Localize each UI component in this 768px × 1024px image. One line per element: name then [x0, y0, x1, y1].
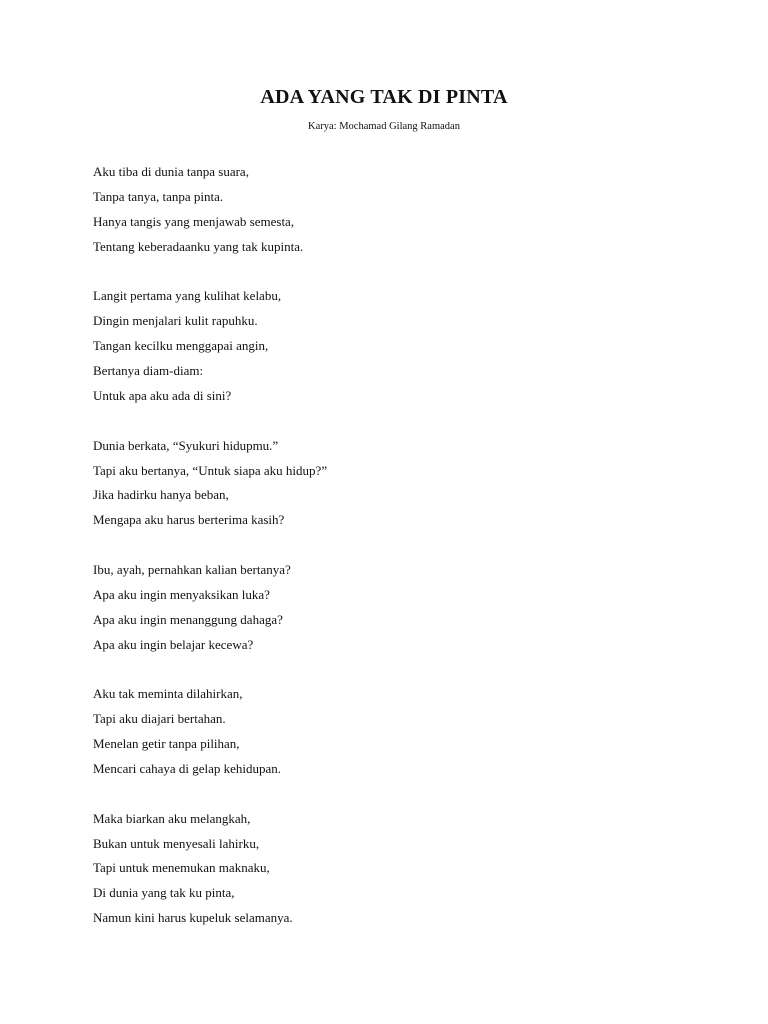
stanza-2 [93, 286, 693, 410]
poem-line: Aku tak meminta dilahirkan, [93, 686, 243, 702]
poem-line: Tentang keberadaanku yang tak kupinta. [93, 238, 304, 254]
document-title: ADA YANG TAK DI PINTA [260, 86, 508, 108]
poem-line: Apa aku ingin belajar kecewa? [93, 636, 254, 652]
poem-line: Aku tiba di dunia tanpa suara, [93, 164, 249, 179]
poem-line: Bertanya diam-diam: [93, 363, 204, 379]
poem-line: Tapi aku diajari bertahan. [93, 711, 226, 727]
poem-line: Dunia berkata, “Syukuri hidupmu.” [93, 437, 279, 453]
stanza-4 [93, 560, 693, 660]
poem-line: Namun kini harus kupeluk selamanya. [93, 910, 293, 926]
poem-line: Langit pertama yang kulihat kelabu, [93, 288, 282, 304]
poem-line: Tanpa tanya, tanpa pinta. [93, 188, 224, 204]
poem-line: Mengapa aku harus berterima kasih? [93, 512, 285, 528]
poem-line: Untuk apa aku ada di sini? [93, 387, 232, 403]
poem-line: Menelan getir tanpa pilihan, [93, 736, 240, 752]
poem-line: Apa aku ingin menyaksikan luka? [93, 586, 270, 602]
poem-line: Maka biarkan aku melangkah, [93, 810, 251, 826]
poem-line: Hanya tangis yang menjawab semesta, [93, 213, 295, 229]
poem-line: Tangan kecilku menggapai angin, [93, 338, 269, 354]
poem-line: Tapi untuk menemukan maknaku, [93, 860, 270, 876]
poem-line: Di dunia yang tak ku pinta, [93, 885, 235, 901]
poem-line: Jika hadirku hanya beban, [93, 487, 229, 503]
stanza-1 [93, 162, 693, 262]
poem-line: Mencari cahaya di gelap kehidupan. [93, 761, 282, 776]
poem-body [93, 162, 693, 958]
stanza-5 [93, 684, 693, 784]
author-line: Karya: Mochamad Gilang Ramadan [308, 121, 460, 132]
stanza-6 [93, 809, 693, 933]
stanza-3 [93, 436, 693, 536]
poem-line: Ibu, ayah, pernahkan kalian bertanya? [93, 561, 291, 577]
poem-line: Apa aku ingin menanggung dahaga? [93, 611, 283, 627]
poem-line: Dingin menjalari kulit rapuhku. [93, 313, 258, 329]
poem-line: Bukan untuk menyesali lahirku, [93, 835, 260, 851]
poem-line: Tapi aku bertanya, “Untuk siapa aku hidup?” [93, 462, 328, 478]
